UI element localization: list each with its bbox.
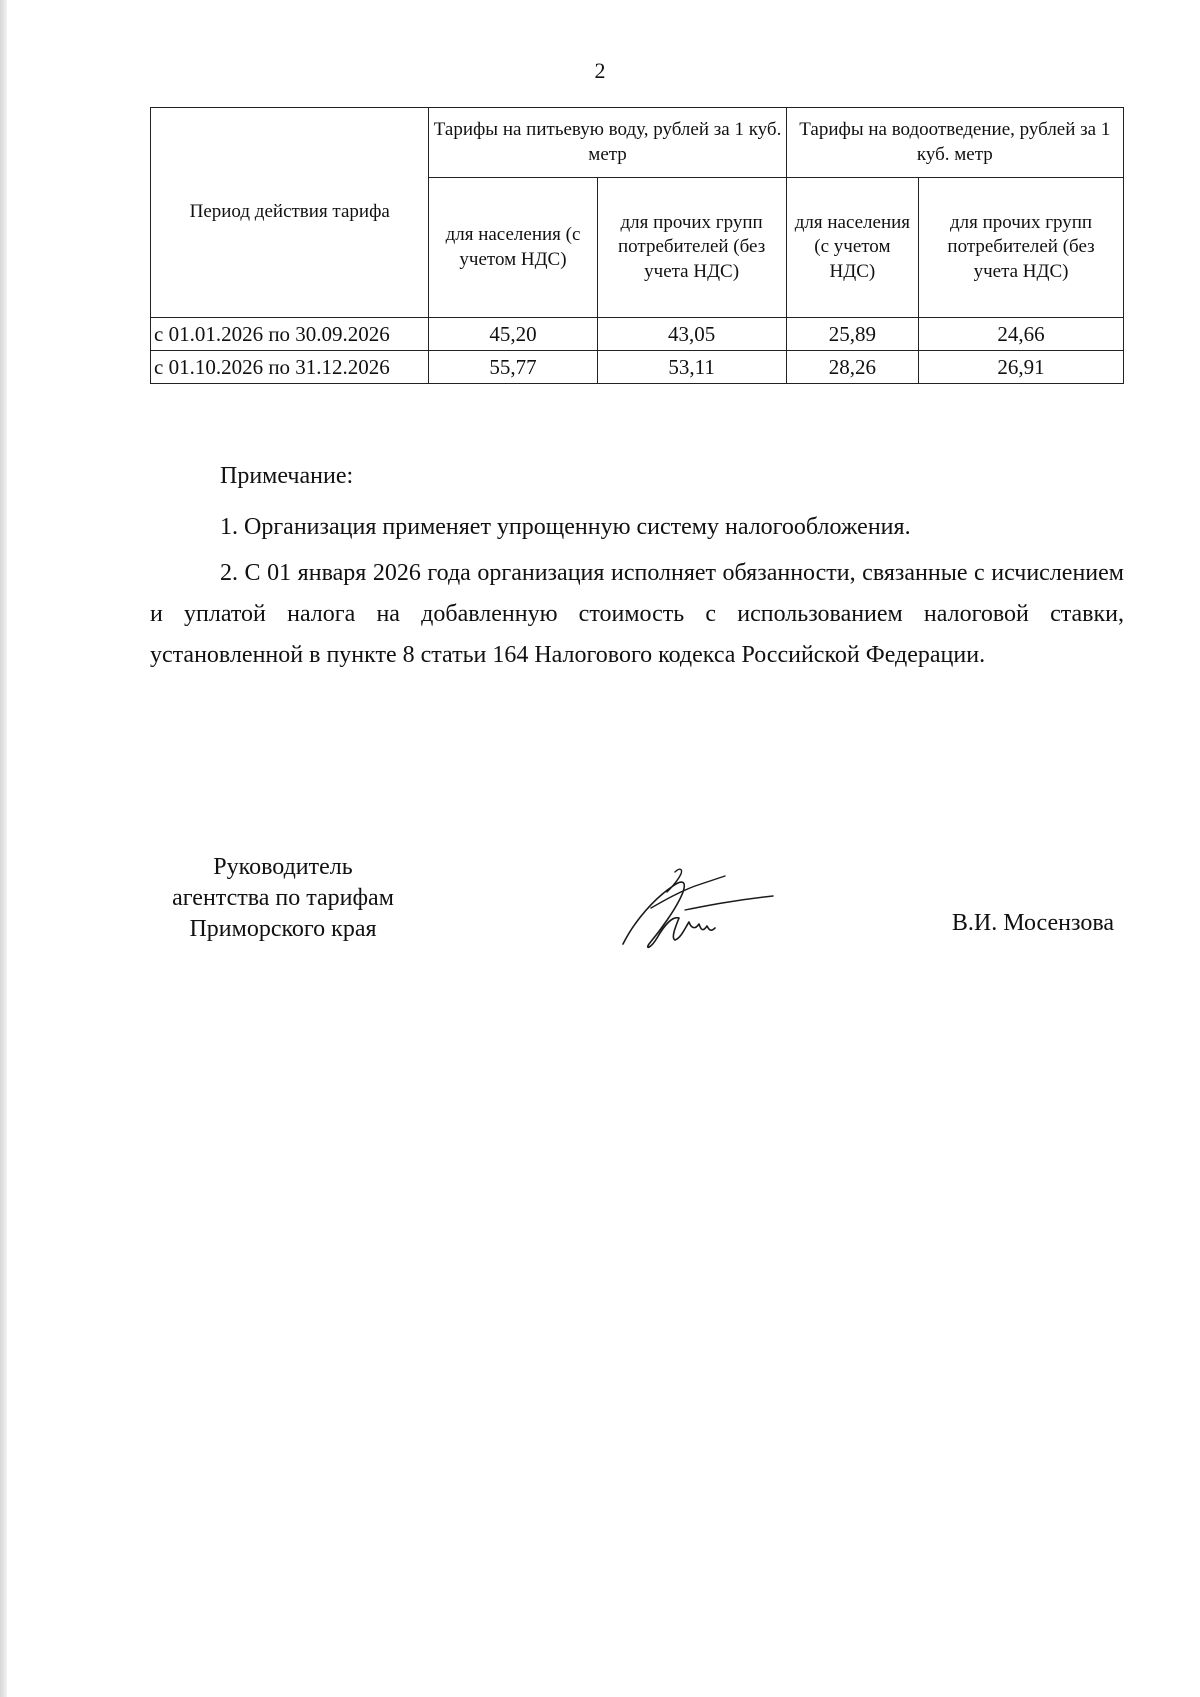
period-header: Период действия тарифа (151, 108, 429, 318)
value-cell: 25,89 (786, 318, 918, 351)
wastewater-tariff-header: Тарифы на водоотведение, рублей за 1 куб. метр (786, 108, 1123, 178)
signer-position (143, 852, 423, 946)
page-number: 2 (594, 58, 606, 83)
signer-position-line: Руководитель (213, 854, 353, 880)
note-item: 2. С 01 января 2026 года организация исполняет обязанности, связанные с исчислением и уплатой налога на добавленную стоимость с использованием налоговой ставки, установленной в пункте 8 статьи 164 Налогового кодекса Российской Федерации. (150, 559, 1124, 669)
period-cell: с 01.01.2026 по 30.09.2026 (151, 318, 429, 351)
value-cell: 45,20 (429, 318, 597, 351)
wastewater-other-consumers-header: для прочих групп потребителей (без учета НДС) (919, 178, 1124, 318)
period-cell: с 01.10.2026 по 31.12.2026 (151, 351, 429, 384)
value-cell: 26,91 (919, 351, 1124, 384)
scan-edge (0, 0, 7, 1697)
value-cell: 28,26 (786, 351, 918, 384)
value-cell: 43,05 (597, 318, 786, 351)
signer-position-line: Приморского края (189, 916, 377, 943)
note-item: 1. Организация применяет упрощенную систему налогообложения. (220, 514, 911, 541)
table-row (151, 318, 1124, 351)
table-row (151, 351, 1124, 384)
wastewater-population-header: для населения (с учетом НДС) (786, 178, 918, 318)
water-other-consumers-header: для прочих групп потребителей (без учета НДС) (597, 178, 786, 318)
water-tariff-header: Тарифы на питьевую воду, рублей за 1 куб. метр (429, 108, 786, 178)
value-cell: 24,66 (919, 318, 1124, 351)
handwritten-signature (615, 858, 785, 958)
water-population-header: для населения (с учетом НДС) (429, 178, 597, 318)
table-header-row (151, 108, 1124, 178)
notes-title: Примечание: (220, 463, 354, 489)
value-cell: 53,11 (597, 351, 786, 384)
tariff-table (150, 107, 1124, 384)
notes-section (150, 456, 1124, 680)
value-cell: 55,77 (429, 351, 597, 384)
signer-name: В.И. Мосензова (951, 910, 1114, 936)
signer-position-line: агентства по тарифам (172, 885, 394, 912)
